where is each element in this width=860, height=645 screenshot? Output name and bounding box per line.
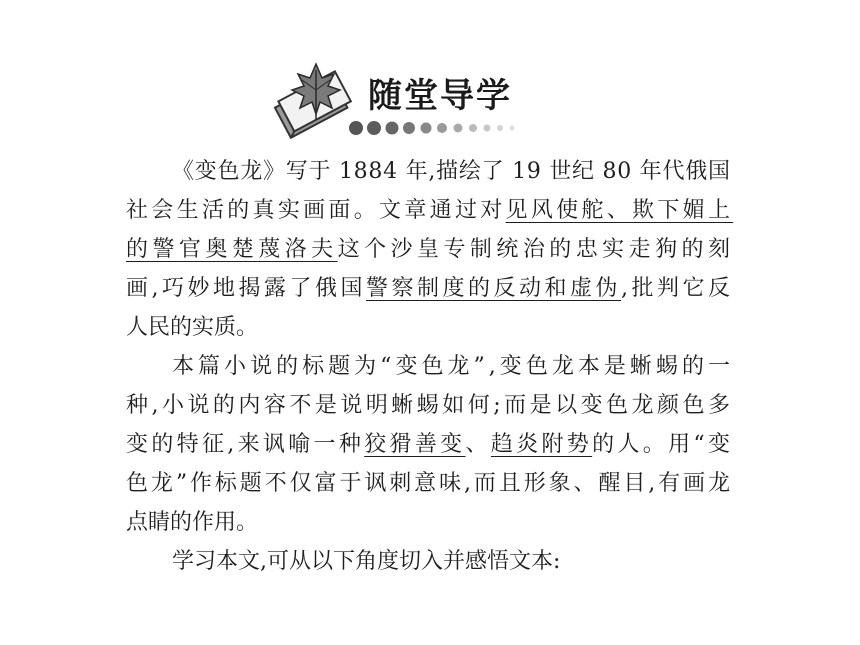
text-line (126, 542, 730, 581)
paragraph (126, 542, 730, 581)
text-segment: 这个沙皇专制统治的忠实走狗的刻 (337, 237, 735, 262)
text-line (126, 503, 730, 542)
text-segment: 《变色龙》写于 1884 年,描绘了 19 世纪 80 年代俄国 (172, 159, 731, 184)
article-body (126, 152, 735, 581)
underlined-phrase: 趋炎附势 (490, 432, 593, 457)
text-line (126, 308, 730, 347)
section-title: 随堂导学 (368, 76, 512, 116)
text-line (126, 191, 734, 230)
text-segment: ,批判它反 (621, 276, 734, 301)
underlined-phrase: 的警官奥楚蔑洛夫 (126, 237, 338, 262)
text-line (126, 386, 734, 425)
text-line (126, 464, 733, 503)
text-segment: 点睛的作用。 (126, 510, 259, 535)
section-header (262, 60, 562, 140)
text-line (126, 230, 735, 269)
text-segment: 本篇小说的标题为“变色龙”,变色龙本是蜥蜴的一 (172, 354, 735, 379)
paragraph (126, 347, 735, 542)
text-line (126, 425, 734, 464)
underlined-phrase: 狡猾善变 (364, 432, 466, 457)
paragraph (126, 152, 735, 347)
text-segment: 学习本文,可从以下角度切入并感悟文本: (172, 549, 561, 574)
text-line (126, 152, 730, 191)
text-segment: 人民的实质。 (126, 315, 259, 340)
text-line (126, 269, 734, 308)
underlined-phrase: 见风使舵、欺下媚上 (505, 198, 734, 223)
text-segment: 社会生活的真实画面。文章通过对 (126, 198, 506, 223)
text-segment: 画,巧妙地揭露了俄国 (126, 276, 366, 301)
underlined-phrase: 警察制度的反动和虚伪 (366, 276, 621, 301)
text-line (126, 347, 735, 386)
leaf-book-icon (262, 60, 362, 140)
text-segment: 、 (465, 432, 491, 457)
text-segment: 色龙”作标题不仅富于讽刺意味,而且形象、醒目,有画龙 (126, 471, 733, 496)
text-segment: 变的特征,来讽喻一种 (126, 432, 365, 457)
text-segment: 的人。用“变 (592, 432, 734, 457)
decorative-dots (348, 120, 548, 136)
text-segment: 种,小说的内容不是说明蜥蜴如何;而是以变色龙颜色多 (126, 393, 734, 418)
